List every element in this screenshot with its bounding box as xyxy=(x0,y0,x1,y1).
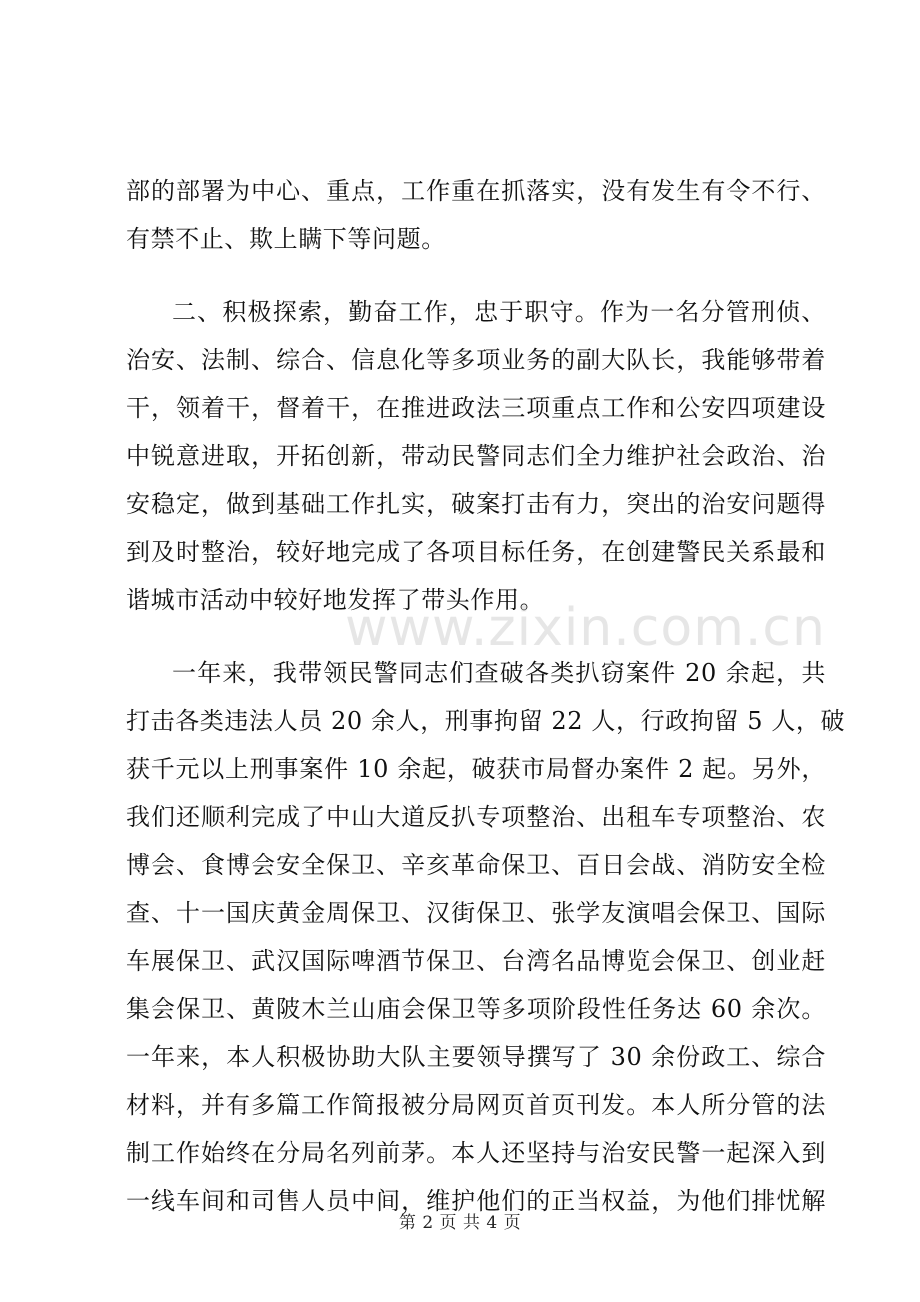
text-line: 干，领着干，督着干，在推进政法三项重点工作和公安四项建设 xyxy=(126,394,826,422)
text-line: 查、十一国庆黄金周保卫、汉街保卫、张学友演唱会保卫、国际 xyxy=(126,899,826,927)
text-line: 一线车间和司售人员中间，维护他们的正当权益，为他们排忧解 xyxy=(126,1187,826,1215)
text-line: 打击各类违法人员 20 余人，刑事拘留 22 人，行政拘留 5 人，破 xyxy=(126,707,846,735)
text-line: 我们还顺利完成了中山大道反扒专项整治、出租车专项整治、农 xyxy=(126,803,826,831)
page-number-footer: 第 2 页 共 4 页 xyxy=(398,1213,522,1233)
text-line: 制工作始终在分局名列前茅。本人还坚持与治安民警一起深入到 xyxy=(126,1139,826,1167)
text-line: 谐城市活动中较好地发挥了带头作用。 xyxy=(126,586,545,614)
text-line: 二、积极探索，勤奋工作，忠于职守。作为一名分管刑侦、 xyxy=(172,298,826,326)
text-line: 治安、法制、综合、信息化等多项业务的副大队长，我能够带着 xyxy=(126,346,826,374)
text-line: 到及时整治，较好地完成了各项目标任务，在创建警民关系最和 xyxy=(126,538,826,566)
text-line: 博会、食博会安全保卫、辛亥革命保卫、百日会战、消防安全检 xyxy=(126,851,826,879)
text-line: 安稳定，做到基础工作扎实，破案打击有力，突出的治安问题得 xyxy=(126,490,826,518)
text-line: 中锐意进取，开拓创新，带动民警同志们全力维护社会政治、治 xyxy=(126,442,826,470)
text-line: 材料，并有多篇工作简报被分局网页首页刊发。本人所分管的法 xyxy=(126,1091,826,1119)
text-line: 有禁不止、欺上瞒下等问题。 xyxy=(126,225,446,253)
text-line: 一年来，我带领民警同志们查破各类扒窃案件 20 余起，共 xyxy=(172,659,826,687)
text-line: 部的部署为中心、重点，工作重在抓落实，没有发生有令不行、 xyxy=(126,177,826,205)
text-line: 集会保卫、黄陂木兰山庙会保卫等多项阶段性任务达 60 余次。 xyxy=(126,995,826,1023)
text-line: 获千元以上刑事案件 10 余起，破获市局督办案件 2 起。另外， xyxy=(126,755,826,783)
watermark: www.zixin.com.cn xyxy=(345,598,826,658)
text-line: 一年来，本人积极协助大队主要领导撰写了 30 余份政工、综合 xyxy=(126,1043,826,1071)
text-line: 车展保卫、武汉国际啤酒节保卫、台湾名品博览会保卫、创业赶 xyxy=(126,947,826,975)
